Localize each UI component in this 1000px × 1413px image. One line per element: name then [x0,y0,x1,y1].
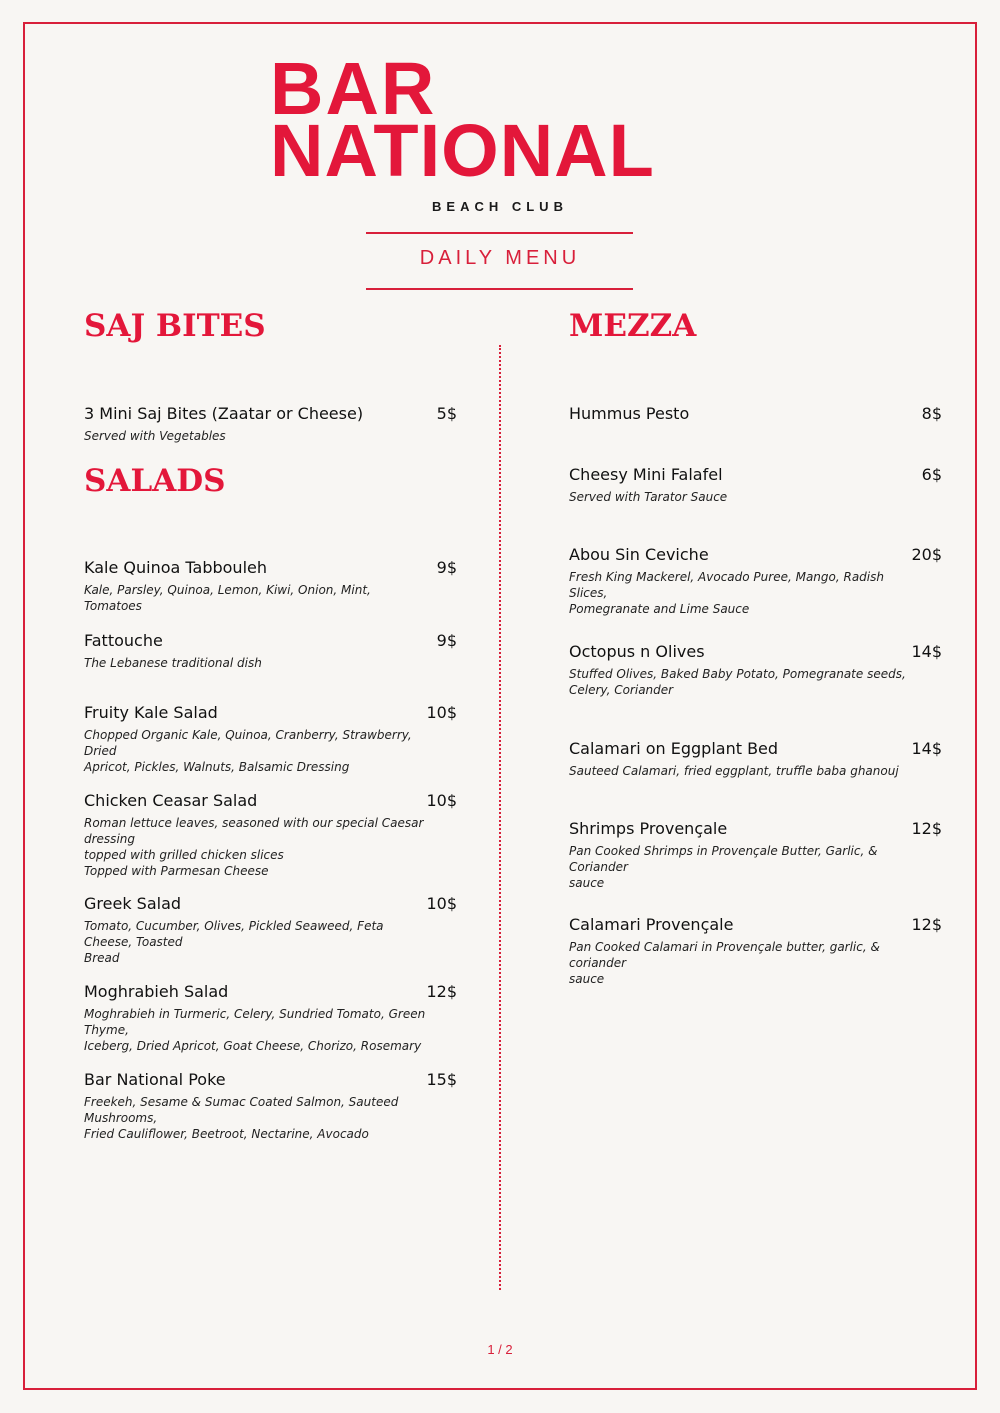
item-price: 6$ [921,465,942,484]
brand-logo [270,47,730,192]
item-price: 5$ [436,404,457,423]
item-name: Greek Salad [84,894,182,913]
item-description: Moghrabieh in Turmeric, Celery, Sundried Tomato, Green Thyme, Iceberg, Dried Apricot, Goat Cheese, Chorizo, Rosemary [84,1007,426,1053]
item-description: Tomato, Cucumber, Olives, Pickled Seaweed, Feta Cheese, Toasted Bread [84,919,384,965]
item-description: Kale, Parsley, Quinoa, Lemon, Kiwi, Onion, Mint, Tomatoes [84,583,371,613]
menu-item [569,465,942,505]
item-name: Octopus n Olives [569,642,705,661]
divider-top [366,232,633,234]
item-price: 10$ [426,791,457,810]
item-price: 8$ [921,404,942,423]
menu-item [84,404,457,444]
item-price: 9$ [436,558,457,577]
item-price: 20$ [911,545,942,564]
item-description: Pan Cooked Shrimps in Provençale Butter, Garlic, & Coriander sauce [569,844,878,890]
item-name: Moghrabieh Salad [84,982,229,1001]
item-description: Freekeh, Sesame & Sumac Coated Salmon, Sauteed Mushrooms, Fried Cauliflower, Beetroot, Nectarine, Avocado [84,1095,399,1141]
item-description: The Lebanese traditional dish [84,656,262,670]
section-title-saj-bites: SAJ BITES [84,308,266,344]
menu-item [569,404,942,423]
menu-item [569,642,942,698]
item-name: Kale Quinoa Tabbouleh [84,558,267,577]
item-name: Chicken Ceasar Salad [84,791,258,810]
menu-item [84,791,457,879]
item-description: Fresh King Mackerel, Avocado Puree, Mango, Radish Slices, Pomegranate and Lime Sauce [569,570,884,616]
item-price: 15$ [426,1070,457,1089]
item-name: Shrimps Provençale [569,819,728,838]
logo-line-1: BAR [270,47,437,130]
item-price: 12$ [911,915,942,934]
item-name: Fattouche [84,631,163,650]
item-name: Calamari Provençale [569,915,734,934]
brand-subtitle: BEACH CLUB [432,199,568,214]
item-name: Hummus Pesto [569,404,690,423]
menu-item [84,894,457,966]
item-name: 3 Mini Saj Bites (Zaatar or Cheese) [84,404,364,423]
menu-item [569,915,942,987]
item-price: 12$ [426,982,457,1001]
item-price: 10$ [426,703,457,722]
item-price: 9$ [436,631,457,650]
menu-item [84,703,457,775]
item-description: Roman lettuce leaves, seasoned with our special Caesar dressing topped with grilled chicken slices Topped with Parmesan Cheese [84,816,424,878]
menu-title: DAILY MENU [419,247,581,269]
item-description: Chopped Organic Kale, Quinoa, Cranberry, Strawberry, Dried Apricot, Pickles, Walnuts, Balsamic Dressing [84,728,412,774]
item-name: Abou Sin Ceviche [569,545,709,564]
menu-item [84,631,457,671]
menu-item [84,982,457,1054]
page-indicator: 1 / 2 [487,1342,513,1357]
item-price: 10$ [426,894,457,913]
column-divider [499,345,501,1290]
item-description: Sauteed Calamari, fried eggplant, truffle baba ghanouj [569,764,899,778]
item-name: Cheesy Mini Falafel [569,465,723,484]
menu-item [569,819,942,891]
item-description: Served with Tarator Sauce [569,490,728,504]
logo-line-2: NATIONAL [270,109,655,192]
section-title-salads: SALADS [84,463,226,499]
item-name: Calamari on Eggplant Bed [569,739,779,758]
item-description: Pan Cooked Calamari in Provençale butter, garlic, & coriander sauce [569,940,880,986]
menu-item [84,558,457,614]
item-price: 14$ [911,642,942,661]
menu-item [569,545,942,617]
section-title-mezza: MEZZA [569,308,697,344]
item-name: Bar National Poke [84,1070,226,1089]
item-description: Stuffed Olives, Baked Baby Potato, Pomegranate seeds, Celery, Coriander [569,667,906,697]
item-name: Fruity Kale Salad [84,703,218,722]
menu-item [84,1070,457,1142]
item-description: Served with Vegetables [84,429,226,443]
item-price: 14$ [911,739,942,758]
divider-bottom [366,288,633,290]
menu-item [569,739,942,779]
item-price: 12$ [911,819,942,838]
